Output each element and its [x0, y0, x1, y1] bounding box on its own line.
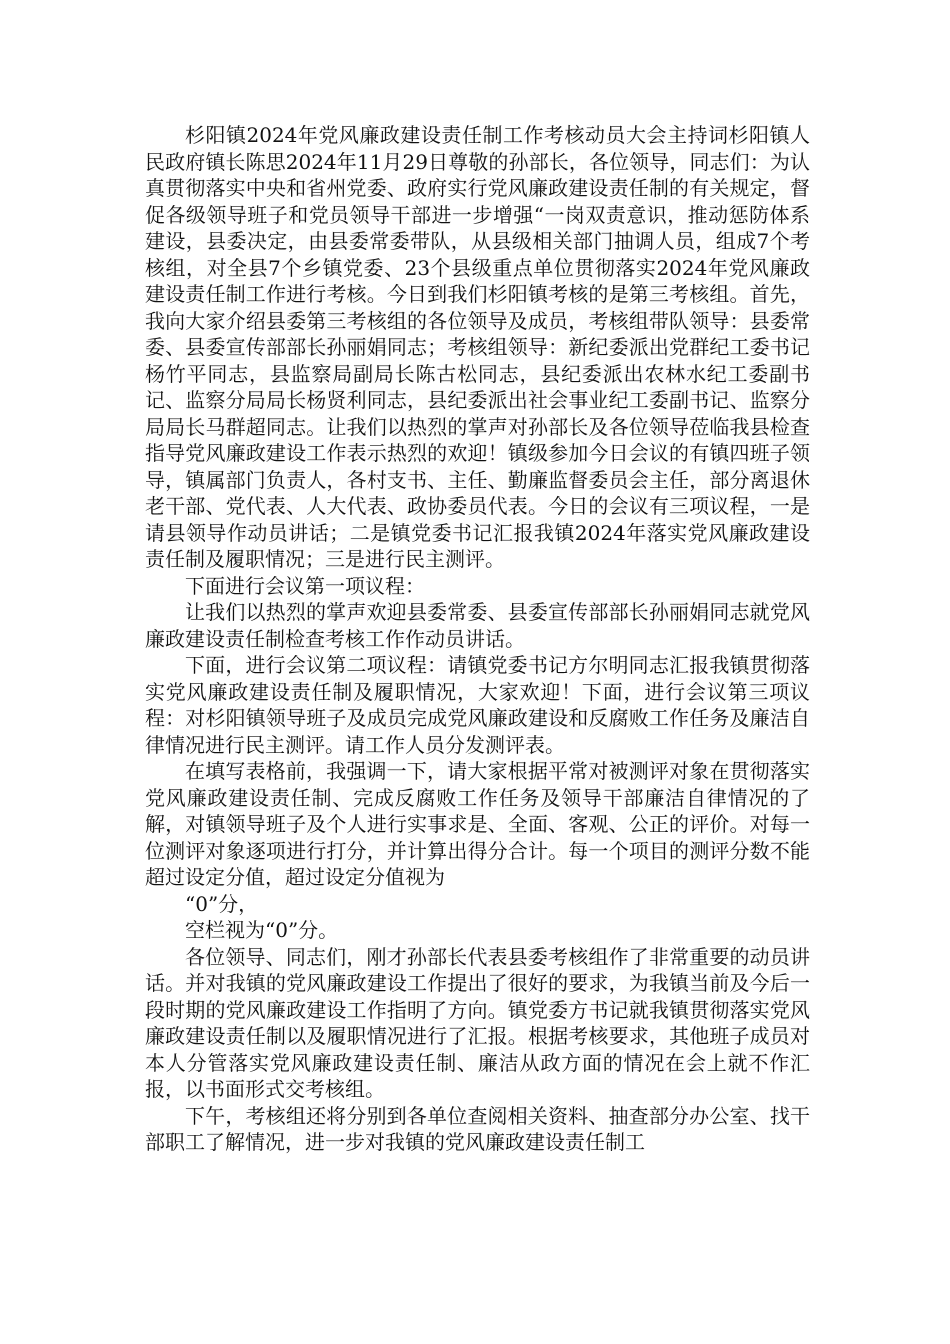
paragraph-summary: 各位领导、同志们，刚才孙部长代表县委考核组作了非常重要的动员讲话。并对我镇的党风廉政建设工作提出了很好的要求，为我镇当前及今后一段时期的党风廉政建设工作指明了方向。镇党委方书记就我镇贯彻落实党风廉政建设责任制以及履职情况进行了汇报。根据考核要求，其他班子成员对本人分管落实党风廉政建设责任制、廉洁从政方面的情况在会上就不作汇报，以书面形式交考核组。 — [145, 944, 810, 1101]
paragraph-blank-field-rule: 空栏视为“0”分。 — [185, 918, 339, 942]
paragraph-afternoon-schedule: 下午，考核组还将分别到各单位查阅相关资料、抽查部分办公室、找干部职工了解情况，进一步对我镇的党风廉政建设责任制工 — [145, 1103, 810, 1154]
paragraph-agenda-item-one: 让我们以热烈的掌声欢迎县委常委、县委宣传部部长孙丽娟同志就党风廉政建设责任制检查考核工作作动员讲话。 — [145, 600, 810, 651]
document-body — [145, 122, 810, 1156]
paragraph-zero-score-rule: “0”分， — [185, 891, 259, 916]
paragraph-agenda-items-two-three: 下面，进行会议第二项议程：请镇党委书记方尔明同志汇报我镇贯彻落实党风廉政建设责任制及履职情况，大家欢迎！下面，进行会议第三项议程：对杉阳镇领导班子及成员完成党风廉政建设和反腐败工作任务及廉洁自律情况进行民主测评。请工作人员分发测评表。 — [145, 653, 810, 757]
paragraph-evaluation-instructions: 在填写表格前，我强调一下，请大家根据平常对被测评对象在贯彻落实党风廉政建设责任制、完成反腐败工作任务及领导干部廉洁自律情况的了解，对镇领导班子及个人进行实事求是、全面、客观、公正的评价。对每一位测评对象逐项进行打分，并计算出得分合计。每一个项目的测评分数不能超过设定分值，超过设定分值视为 — [145, 759, 810, 889]
paragraph-agenda-item-one-heading: 下面进行会议第一项议程： — [185, 573, 425, 598]
paragraph-opening-remarks: 杉阳镇2024年党风廉政建设责任制工作考核动员大会主持词杉阳镇人民政府镇长陈思2024年11月29日尊敬的孙部长，各位领导，同志们：为认真贯彻落实中央和省州党委、政府实行党风廉政建设责任制的有关规定，督促各级领导班子和党员领导干部进一步增强“一岗双责意识，推动惩防体系建设，县委决定，由县委常委带队，从县级相关部门抽调人员，组成7个考核组，对全县7个乡镇党委、23个县级重点单位贯彻落实2024年党风廉政建设责任制工作进行考核。今日到我们杉阳镇考核的是第三考核组。首先，我向大家介绍县委第三考核组的各位领导及成员，考核组带队领导：县委常委、县委宣传部部长孙丽娟同志；考核组领导：新纪委派出党群纪工委书记杨竹平同志，县监察局副局长陈古松同志，县纪委派出农林水纪工委副书记、监察分局局长杨贤利同志，县纪委派出社会事业纪工委副书记、监察分局局长马群超同志。让我们以热烈的掌声对孙部长及各位领导莅临我县检查指导党风廉政建设工作表示热烈的欢迎！镇级参加今日会议的有镇四班子领导，镇属部门负责人，各村支书、主任、勤廉监督委员会主任，部分离退休老干部、党代表、人大代表、政协委员代表。今日的会议有三项议程，一是请县领导作动员讲话；二是镇党委书记汇报我镇2024年落实党风廉政建设责任制及履职情况；三是进行民主测评。 — [145, 123, 810, 571]
